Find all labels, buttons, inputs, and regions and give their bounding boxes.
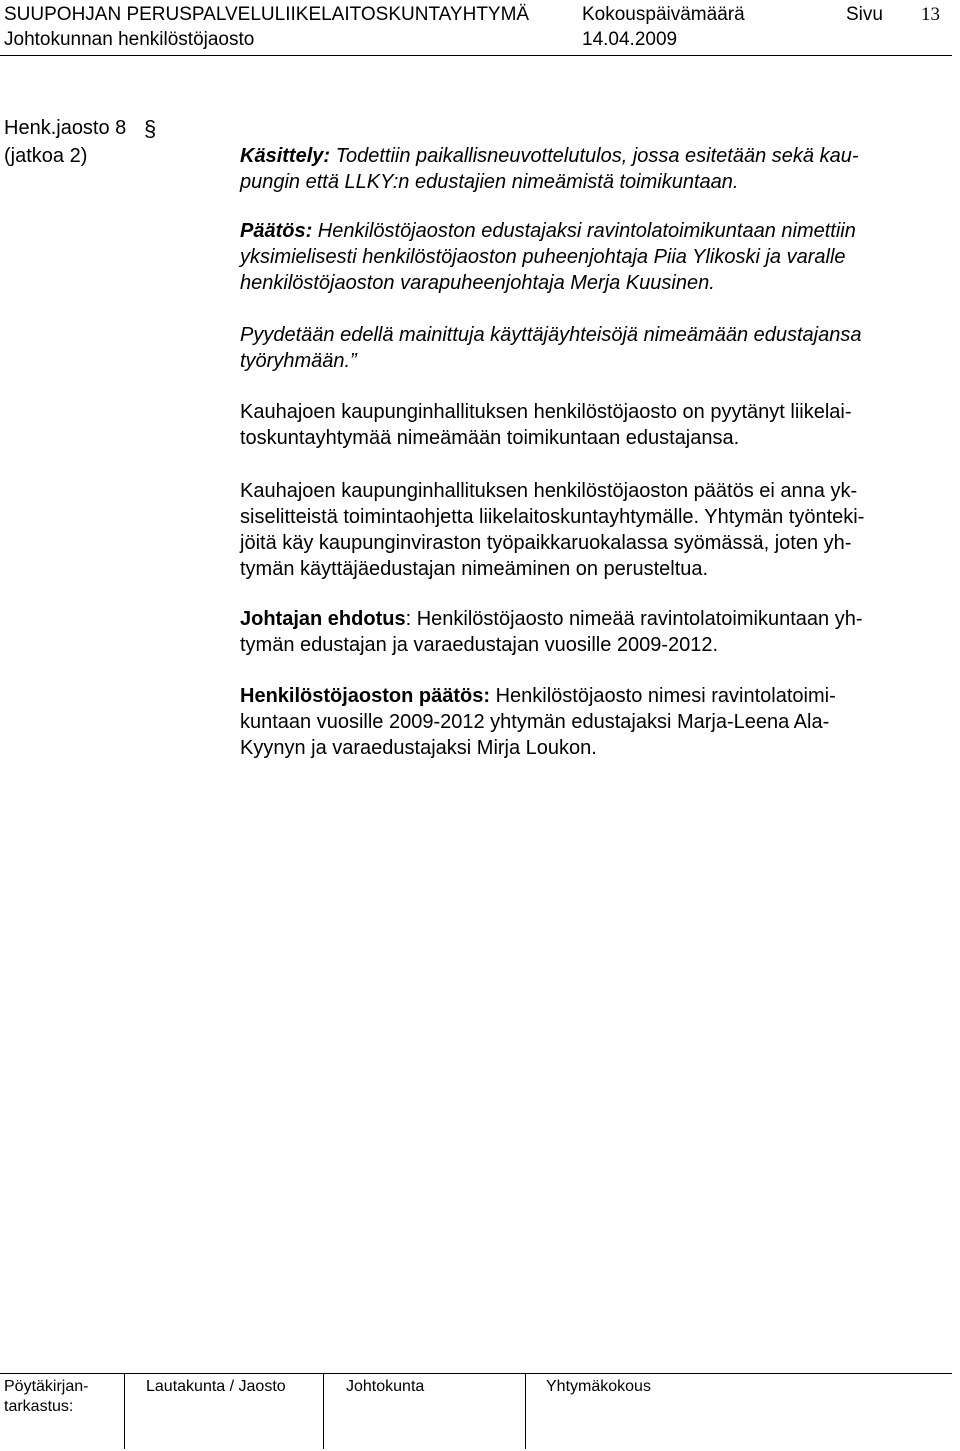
- jaoston-paatos-text-3: Kyynyn ja varaedustajaksi Mirja Loukon.: [240, 737, 597, 759]
- paragraph-jaoston-paatos: [240, 683, 952, 761]
- pyydetaan-text-1: Pyydetään edellä mainittuja käyttäjäyhteisöjä nimeämään edustajansa: [240, 324, 862, 346]
- kauhajoki2-text-3: jöitä käy kaupunginviraston työpaikkaruokalassa syömässä, joten yh-: [240, 532, 852, 554]
- header-divider: [0, 55, 952, 56]
- ehdotus-text-2: tymän edustajan ja varaedustajan vuosille 2009-2012.: [240, 634, 719, 656]
- footer-tarkastus-line-2: tarkastus:: [4, 1398, 74, 1415]
- kasittely-text-2: pungin että LLKY:n edustajien nimeämistä toimikuntaan.: [240, 171, 739, 193]
- paragraph-kauhajoki-decision: [240, 478, 952, 582]
- reference-line-2: (jatkoa 2): [4, 145, 88, 167]
- jaoston-paatos-label: Henkilöstöjaoston päätös:: [240, 685, 491, 707]
- kauhajoki1-text-2: toskuntayhtymää nimeämään toimikuntaan edustajansa.: [240, 427, 740, 449]
- footer-johtokunta: Johtokunta: [346, 1378, 425, 1395]
- kasittely-text-1: Todettiin paikallisneuvottelutulos, jossa esitetään sekä kau-: [330, 145, 859, 167]
- ehdotus-label: Johtajan ehdotus: [240, 608, 406, 630]
- kauhajoki2-text-2: siselitteistä toimintaohjetta liikelaitoskuntayhtymälle. Yhtymän työnteki-: [240, 506, 865, 528]
- paatos-text-2: yksimielisesti henkilöstöjaoston puheenjohtaja Piia Ylikoski ja varalle: [240, 246, 846, 268]
- reference-line-1: Henk.jaosto 8: [4, 117, 127, 139]
- footer-tarkastus-line-1: Pöytäkirjan-: [4, 1378, 89, 1395]
- section-sign: §: [144, 116, 157, 141]
- header-organization: SUUPOHJAN PERUSPALVELULIIKELAITOSKUNTAYHTYMÄ: [4, 4, 530, 25]
- footer-signature-divider-1: [124, 1373, 125, 1449]
- jaoston-paatos-text-1: Henkilöstöjaosto nimesi ravintolatoimi-: [490, 685, 836, 707]
- header-page-label: Sivu: [846, 4, 883, 25]
- footer-yhtymakokous: Yhtymäkokous: [546, 1378, 651, 1395]
- header-meeting-date: 14.04.2009: [582, 29, 678, 50]
- header-meeting-date-label: Kokouspäivämäärä: [582, 4, 745, 25]
- footer-signature-divider-2: [323, 1373, 324, 1449]
- ehdotus-text-1: : Henkilöstöjaosto nimeää ravintolatoimikuntaan yh-: [405, 608, 863, 630]
- kauhajoki2-text-4: tymän käyttäjäedustajan nimeäminen on perusteltua.: [240, 558, 709, 580]
- jaoston-paatos-text-2: kuntaan vuosille 2009-2012 yhtymän edustajaksi Marja-Leena Ala-: [240, 711, 830, 733]
- footer-divider: [0, 1373, 952, 1374]
- paragraph-kasittely: [240, 143, 952, 195]
- footer-lautakunta-jaosto: Lautakunta / Jaosto: [146, 1378, 286, 1395]
- paatos-label: Päätös:: [240, 220, 313, 242]
- kauhajoki1-text-1: Kauhajoen kaupunginhallituksen henkilöstöjaosto on pyytänyt liikelai-: [240, 401, 852, 423]
- footer-signature-divider-3: [525, 1373, 526, 1449]
- kasittely-label: Käsittely:: [240, 145, 331, 167]
- paatos-text-1: Henkilöstöjaoston edustajaksi ravintolatoimikuntaan nimettiin: [312, 220, 856, 242]
- kauhajoki2-text-1: Kauhajoen kaupunginhallituksen henkilöstöjaoston päätös ei anna yk-: [240, 480, 858, 502]
- paragraph-paatos: [240, 218, 952, 296]
- header-body-name: Johtokunnan henkilöstöjaosto: [4, 29, 255, 50]
- paatos-text-3: henkilöstöjaoston varapuheenjohtaja Merja Kuusinen.: [240, 272, 715, 294]
- paragraph-pyydetaan: [240, 322, 952, 374]
- paragraph-ehdotus: [240, 606, 952, 658]
- header-page-number: 13: [921, 4, 940, 25]
- pyydetaan-text-2: työryhmään.”: [240, 350, 357, 372]
- paragraph-kauhajoki-request: [240, 399, 952, 451]
